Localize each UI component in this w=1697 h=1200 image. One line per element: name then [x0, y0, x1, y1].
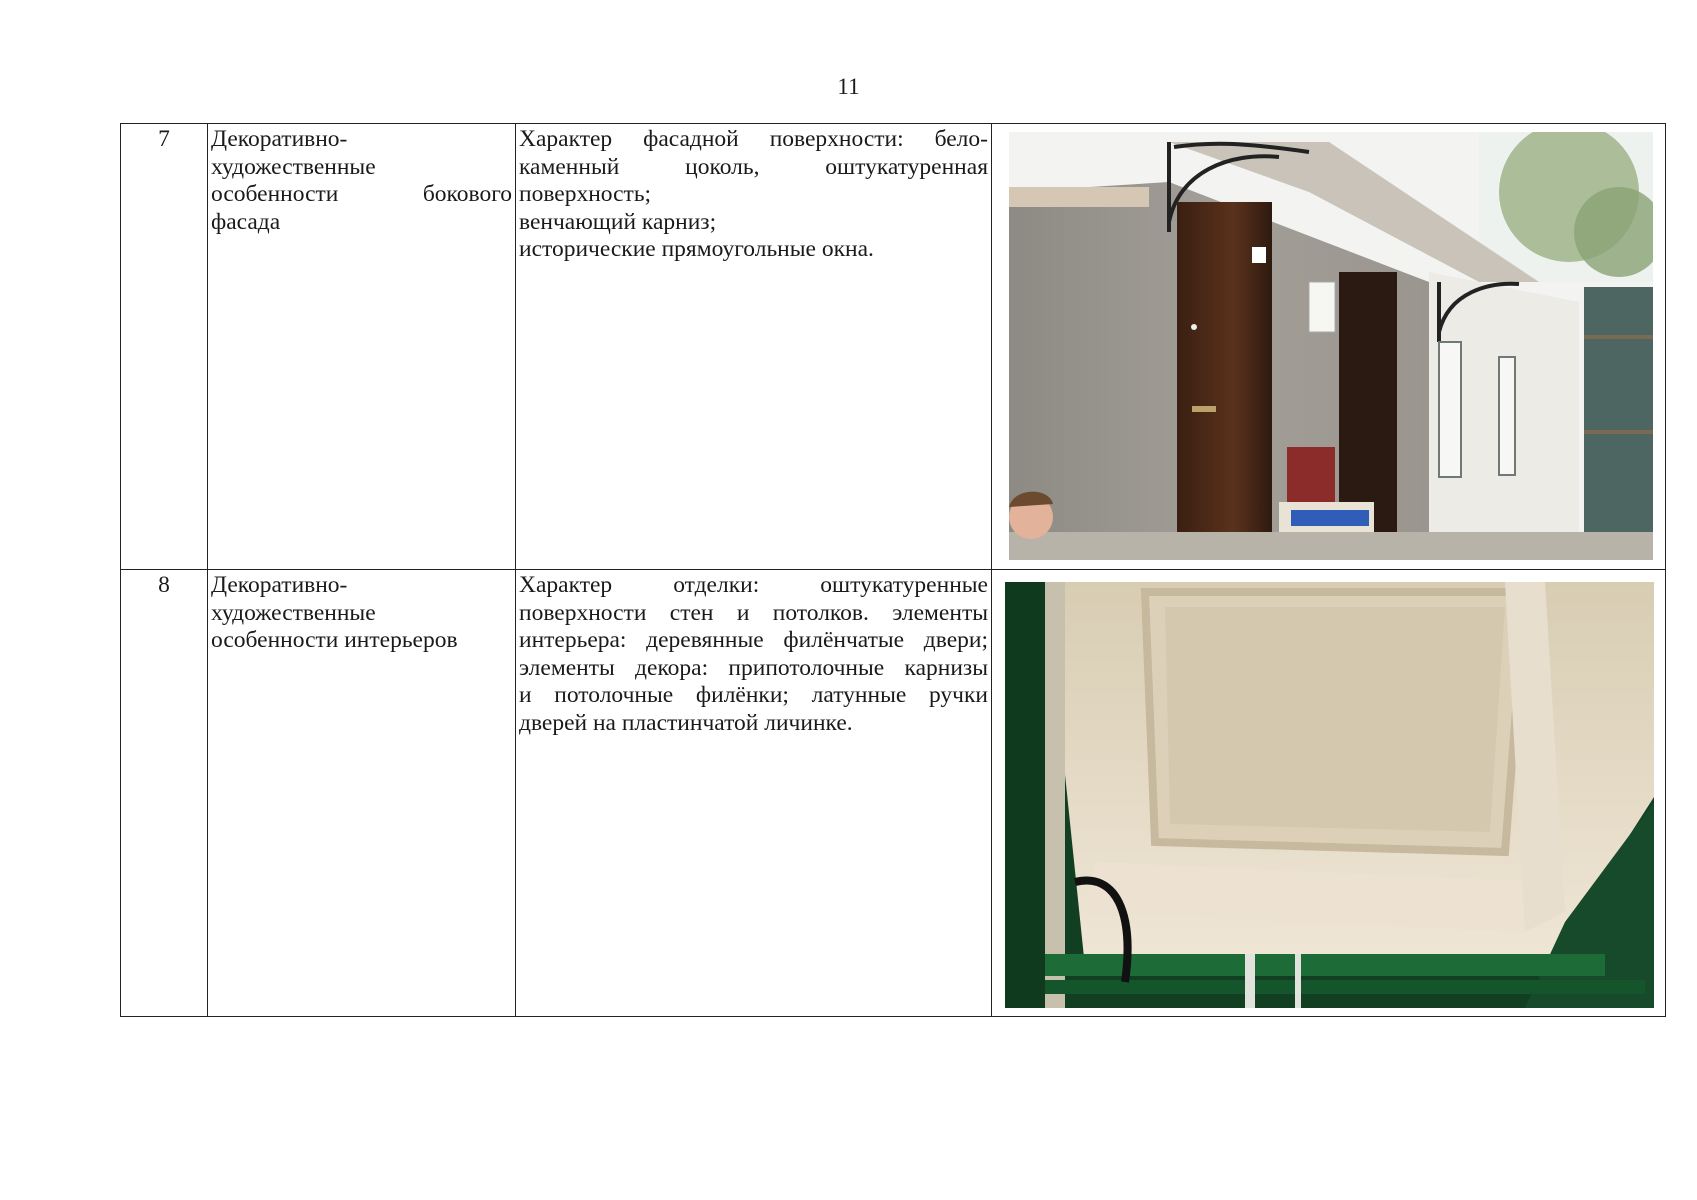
- feature-name-line: Декоративно-: [211, 126, 348, 152]
- table-row: [121, 124, 1666, 570]
- interior-illustration: [1005, 582, 1654, 1008]
- interior-ceiling-photo: [1005, 582, 1654, 1008]
- description-line: интерьера: деревянные филёнчатые двери;: [519, 627, 988, 653]
- row-number: 7: [121, 124, 208, 570]
- feature-description-cell: [516, 570, 992, 1017]
- feature-name-line: фасада: [211, 208, 281, 235]
- description-line: поверхность;: [519, 181, 652, 207]
- building-facade-photo: [1009, 132, 1653, 560]
- description-line: исторические прямоугольные окна.: [519, 236, 874, 262]
- description-line: венчающий карниз;: [519, 208, 717, 235]
- feature-name-cell: [208, 570, 516, 1017]
- description-line: Характер отделки: оштукатуренные: [519, 572, 988, 598]
- description-line: и потолочные филёнки; латунные ручки: [519, 682, 988, 708]
- description-line: дверей на пластинчатой личинке.: [519, 709, 853, 736]
- facade-illustration: [1009, 132, 1653, 560]
- description-line: Характер фасадной поверхности: бело-: [519, 126, 988, 152]
- photo-cell: [992, 570, 1666, 1017]
- description-line: поверхности стен и потолков. элементы: [519, 599, 988, 626]
- feature-name-line: художественные: [211, 153, 376, 180]
- feature-name-line: художественные: [211, 599, 376, 626]
- feature-description-cell: [516, 124, 992, 570]
- description-line: элементы декора: припотолочные карнизы: [519, 654, 988, 681]
- row-number: 8: [121, 570, 208, 1017]
- feature-name-line: особенности бокового: [211, 181, 512, 207]
- feature-name-line: Декоративно-: [211, 572, 348, 598]
- page-number: 11: [837, 74, 860, 99]
- feature-name-cell: [208, 124, 516, 570]
- photo-cell: [992, 124, 1666, 570]
- heritage-table: [120, 123, 1666, 1017]
- table-row: [121, 570, 1666, 1017]
- feature-name-line: особенности интерьеров: [211, 627, 458, 653]
- description-line: каменный цоколь, оштукатуренная: [519, 153, 988, 180]
